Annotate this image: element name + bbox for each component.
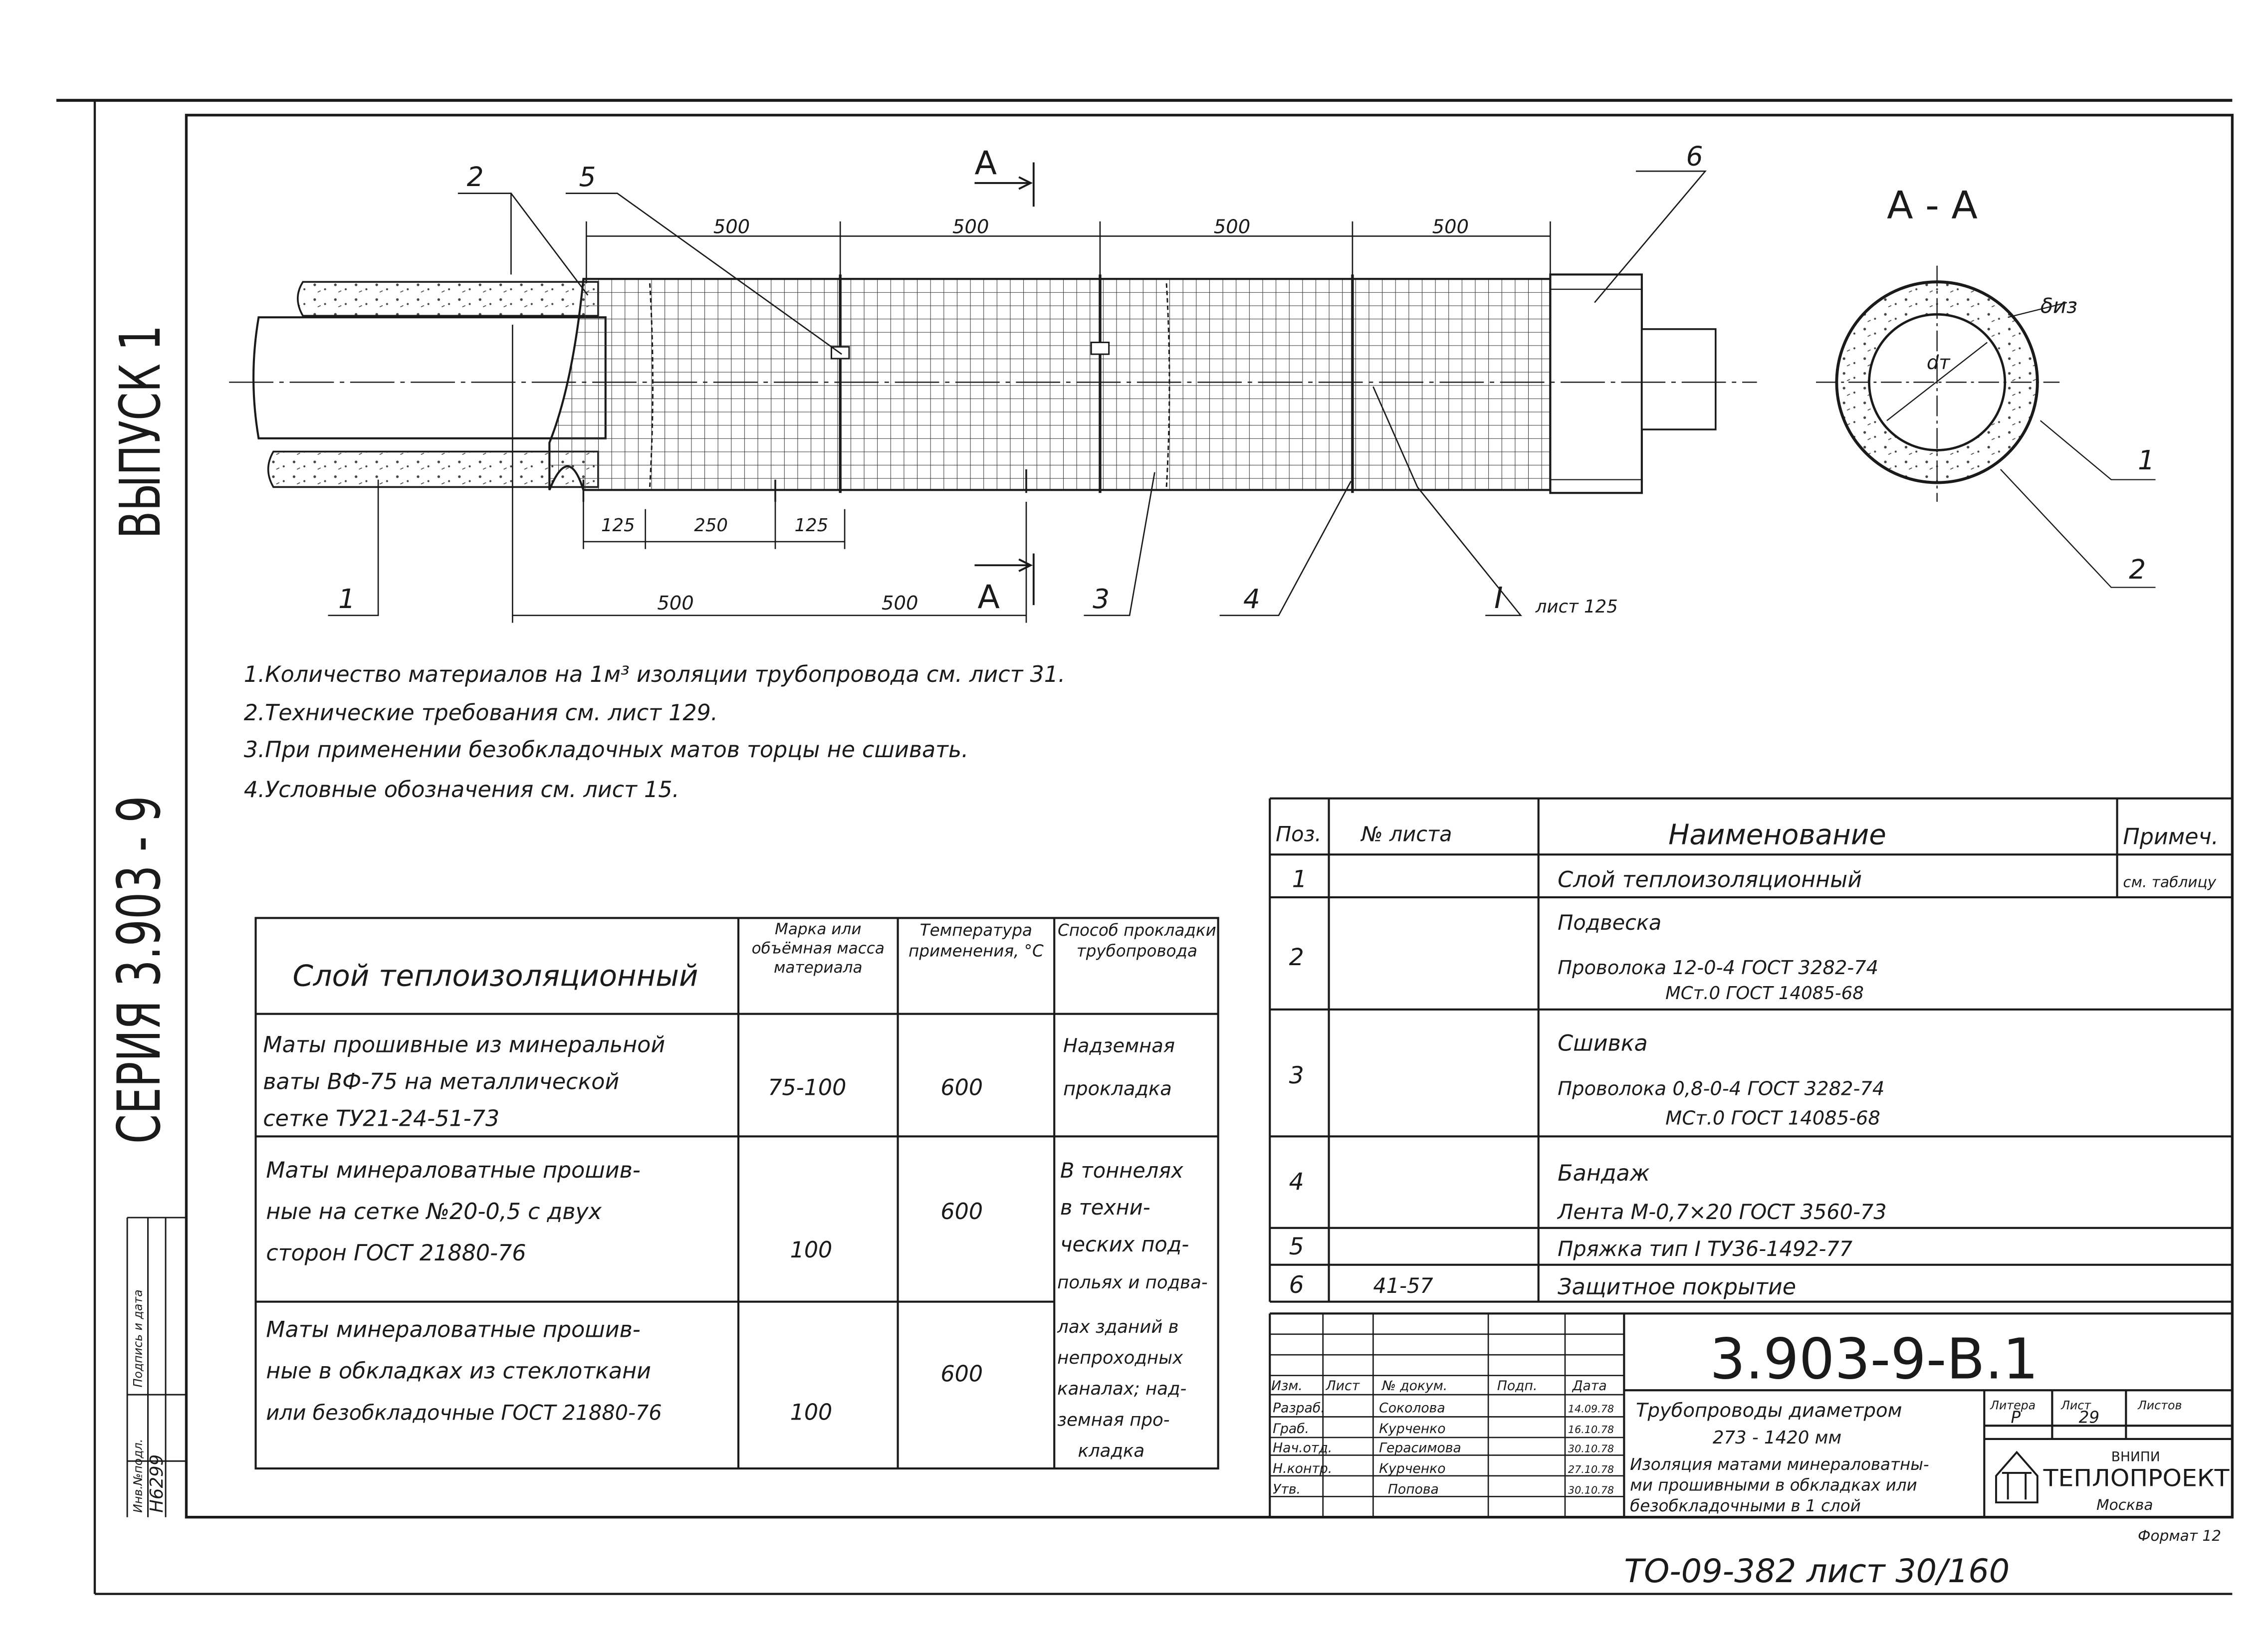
layer-row3-method-1: лах зданий в (1057, 1316, 1179, 1337)
person-name-3: Герасимова (1379, 1440, 1461, 1456)
layer-row3-name-3: или безобкладочные ГОСТ 21880-76 (266, 1401, 662, 1425)
layer-row3-name-1: Маты минераловатные прошив- (266, 1317, 641, 1343)
person-date-4: 27.10.78 (1568, 1463, 1614, 1475)
layer-row3-temp: 600 (940, 1361, 983, 1387)
callout-node-sheet: лист 125 (1535, 596, 1618, 617)
dim-top-2: 500 (952, 215, 989, 238)
spec-header-pos: Поз. (1276, 822, 1322, 846)
layer-row3-method-3: каналах; над- (1057, 1379, 1187, 1400)
mesh-covering (549, 279, 1550, 490)
callout-5: 5 (579, 161, 596, 193)
callout-node: I (1494, 581, 1503, 616)
teploproekt-logo (1996, 1452, 2038, 1503)
dim-large-1: 500 (657, 592, 694, 615)
sheet-no: 29 (2078, 1408, 2100, 1427)
layer-header-name: Слой теплоизоляционный (292, 958, 698, 993)
layer-row2-name-1: Маты минераловатные прошив- (266, 1158, 641, 1184)
spec-row6-name: Защитное покрытие (1558, 1274, 1797, 1300)
person-name-4: Курченко (1379, 1460, 1446, 1476)
layer-row3-name-2: ные в обкладках из стеклоткани (266, 1358, 651, 1384)
sign-label: Подпись и дата (131, 1289, 145, 1388)
side-stamp (105, 325, 186, 1517)
layer-row1-method-2: прокладка (1063, 1077, 1172, 1100)
section-dt: dт (1926, 351, 1950, 374)
stage-header-litera: Литера (1990, 1398, 2036, 1413)
spec-row3-name-2: Проволока 0,8-0-4 ГОСТ 3282-74 (1558, 1077, 1885, 1100)
spec-row2-name-1: Подвеска (1558, 911, 1662, 935)
layer-row3-method-4: земная про- (1057, 1410, 1170, 1431)
layer-row2-temp: 600 (940, 1199, 983, 1225)
org-city: Москва (2096, 1496, 2153, 1513)
layer-row1-temp: 600 (940, 1075, 983, 1101)
layer-row2-method-4: польях и подва- (1057, 1272, 1208, 1293)
org-small: ВНИПИ (2111, 1449, 2160, 1465)
spec-row6-sheet: 41-57 (1373, 1273, 1433, 1298)
person-date-3: 30.10.78 (1568, 1443, 1614, 1455)
footer-code: ТО-09-382 лист 30/160 (1624, 1552, 2010, 1590)
spec-row6-pos: 6 (1289, 1271, 1304, 1299)
person-role-1: Разраб. (1273, 1400, 1325, 1416)
layer-row1-mark: 75-100 (768, 1075, 847, 1101)
stage-header-listov: Листов (2138, 1398, 2182, 1413)
spec-row4-name-2: Лента М-0,7×20 ГОСТ 3560-73 (1558, 1200, 1887, 1225)
person-date-2: 16.10.78 (1568, 1424, 1614, 1436)
dim-top-1: 500 (713, 215, 750, 238)
title-line-2: 273 - 1420 мм (1712, 1427, 1842, 1448)
layer-row2-method-1: В тоннелях (1060, 1159, 1183, 1183)
layer-row1-name-2: ваты ВФ-75 на металлической (263, 1069, 620, 1095)
person-role-4: Н.контр. (1273, 1460, 1333, 1476)
spec-header-note: Примеч. (2123, 824, 2219, 850)
layer-header-temp: Температура применения, °С (908, 921, 1044, 961)
cut-mark-bottom: А (977, 579, 1000, 617)
note-4: 4.Условные обозначения см. лист 15. (243, 777, 680, 803)
dim-top-4: 500 (1432, 215, 1469, 238)
spec-row2-pos: 2 (1289, 944, 1304, 972)
section-view (1816, 184, 2156, 588)
callout-1: 1 (338, 584, 356, 615)
layer-header-method: Способ прокладки трубопровода (1058, 921, 1216, 961)
spec-row1-pos: 1 (1292, 865, 1307, 893)
person-role-3: Нач.отд. (1273, 1440, 1333, 1456)
stage-value: Р (2011, 1408, 2021, 1427)
title-line-1: Трубопроводы диаметром (1636, 1399, 1902, 1422)
protective-cover (1550, 274, 1641, 493)
spec-row3-name-1: Сшивка (1558, 1031, 1648, 1056)
title-line-4: ми прошивными в обкладках или (1630, 1475, 1917, 1495)
spec-table (1270, 799, 2232, 1302)
spec-row3-pos: 3 (1289, 1061, 1304, 1089)
insulation-layer-top (298, 282, 598, 316)
layer-row2-method-3: ческих под- (1060, 1233, 1189, 1257)
sign-head-doc: № докум. (1382, 1378, 1448, 1394)
layer-row1-name-1: Маты прошивные из минеральной (263, 1032, 666, 1058)
buckle (1091, 342, 1109, 354)
seria-label: СЕРИЯ 3.903 - 9 (105, 796, 174, 1144)
title-code: 3.903-9-В.1 (1709, 1326, 2039, 1392)
note-2: 2.Технические требования см. лист 129. (243, 700, 718, 726)
dim-top-3: 500 (1213, 215, 1251, 238)
vypusk-label: ВЫПУСК 1 (108, 325, 174, 539)
person-date-1: 14.09.78 (1568, 1403, 1614, 1415)
pipe-drawing (229, 141, 1757, 622)
title-line-3: Изоляция матами минераловатны- (1630, 1455, 1929, 1474)
person-name-5: Попова (1387, 1481, 1439, 1497)
callout-3: 3 (1093, 584, 1110, 615)
layer-row1-method-1: Надземная (1063, 1034, 1175, 1057)
spec-header-name: Наименование (1668, 819, 1886, 851)
inv-number: Н6299 (147, 1454, 168, 1513)
person-date-5: 30.10.78 (1568, 1484, 1614, 1496)
format-label: Формат 12 (2138, 1527, 2222, 1545)
stage-header-list: Лист (2061, 1398, 2091, 1413)
sign-head-izm: Изм. (1271, 1378, 1303, 1394)
section-callout-1: 1 (2138, 444, 2155, 476)
layer-row1-name-3: сетке ТУ21-24-51-73 (263, 1106, 500, 1132)
person-role-2: Граб. (1273, 1421, 1310, 1437)
person-role-5: Утв. (1273, 1481, 1301, 1497)
title-block (1270, 1313, 2232, 1517)
notes (244, 662, 1065, 803)
sign-head-list: Лист (1326, 1378, 1360, 1394)
dim-small-1: 125 (601, 515, 635, 536)
person-name-2: Курченко (1379, 1421, 1446, 1437)
org-name: ТЕПЛОПРОЕКТ (2042, 1464, 2230, 1492)
note-1: 1.Количество материалов на 1м³ изоляции трубопровода см. лист 31. (243, 661, 1066, 687)
title-line-5: безобкладочными в 1 слой (1630, 1496, 1861, 1515)
person-name-1: Соколова (1379, 1400, 1445, 1416)
layer-row3-method-2: непроходных (1057, 1347, 1183, 1368)
section-title: А - А (1887, 183, 1978, 228)
spec-row2-name-3: МСт.0 ГОСТ 14085-68 (1665, 983, 1864, 1004)
layer-header-mark: Марка или объёмная масса материала (751, 921, 885, 977)
spec-row3-name-3: МСт.0 ГОСТ 14085-68 (1665, 1107, 1880, 1130)
inv-label: Инв.№подл. (131, 1439, 145, 1513)
dim-small-3: 125 (794, 515, 829, 536)
layer-row2-name-2: ные на сетке №20-0,5 с двух (266, 1199, 602, 1225)
layer-row2-mark: 100 (790, 1237, 833, 1263)
callout-4: 4 (1243, 584, 1260, 615)
dim-small-2: 250 (694, 515, 728, 536)
bare-pipe (253, 317, 606, 438)
sign-head-sign: Подп. (1497, 1378, 1538, 1394)
layer-row2-method-2: в техни- (1060, 1196, 1150, 1220)
layer-row2-name-3: сторон ГОСТ 21880-76 (266, 1240, 526, 1266)
dim-large-2: 500 (882, 592, 918, 615)
spec-header-sheet: № листа (1361, 822, 1452, 846)
section-diz: δиз (2040, 294, 2078, 318)
spec-row1-name: Слой теплоизоляционный (1558, 867, 1862, 893)
note-3: 3.При применении безобкладочных матов торцы не сшивать. (243, 737, 969, 763)
spec-row4-name-1: Бандаж (1558, 1161, 1650, 1187)
cut-mark-top: А (974, 145, 997, 183)
spec-row5-name: Пряжка тип I ТУ36-1492-77 (1558, 1237, 1853, 1261)
layer-row3-method-5: кладка (1078, 1441, 1145, 1461)
spec-row2-name-2: Проволока 12-0-4 ГОСТ 3282-74 (1558, 956, 1879, 979)
layer-row3-mark: 100 (790, 1400, 833, 1426)
layer-table (255, 918, 1218, 1468)
sign-head-date: Дата (1572, 1378, 1607, 1394)
spec-row1-note: см. таблицу (2123, 873, 2217, 891)
pipe-end (1642, 329, 1716, 429)
section-callout-2: 2 (2129, 554, 2146, 585)
callout-2: 2 (466, 161, 484, 193)
spec-row5-pos: 5 (1289, 1233, 1304, 1261)
spec-row4-pos: 4 (1289, 1168, 1304, 1196)
callout-6: 6 (1686, 141, 1703, 172)
